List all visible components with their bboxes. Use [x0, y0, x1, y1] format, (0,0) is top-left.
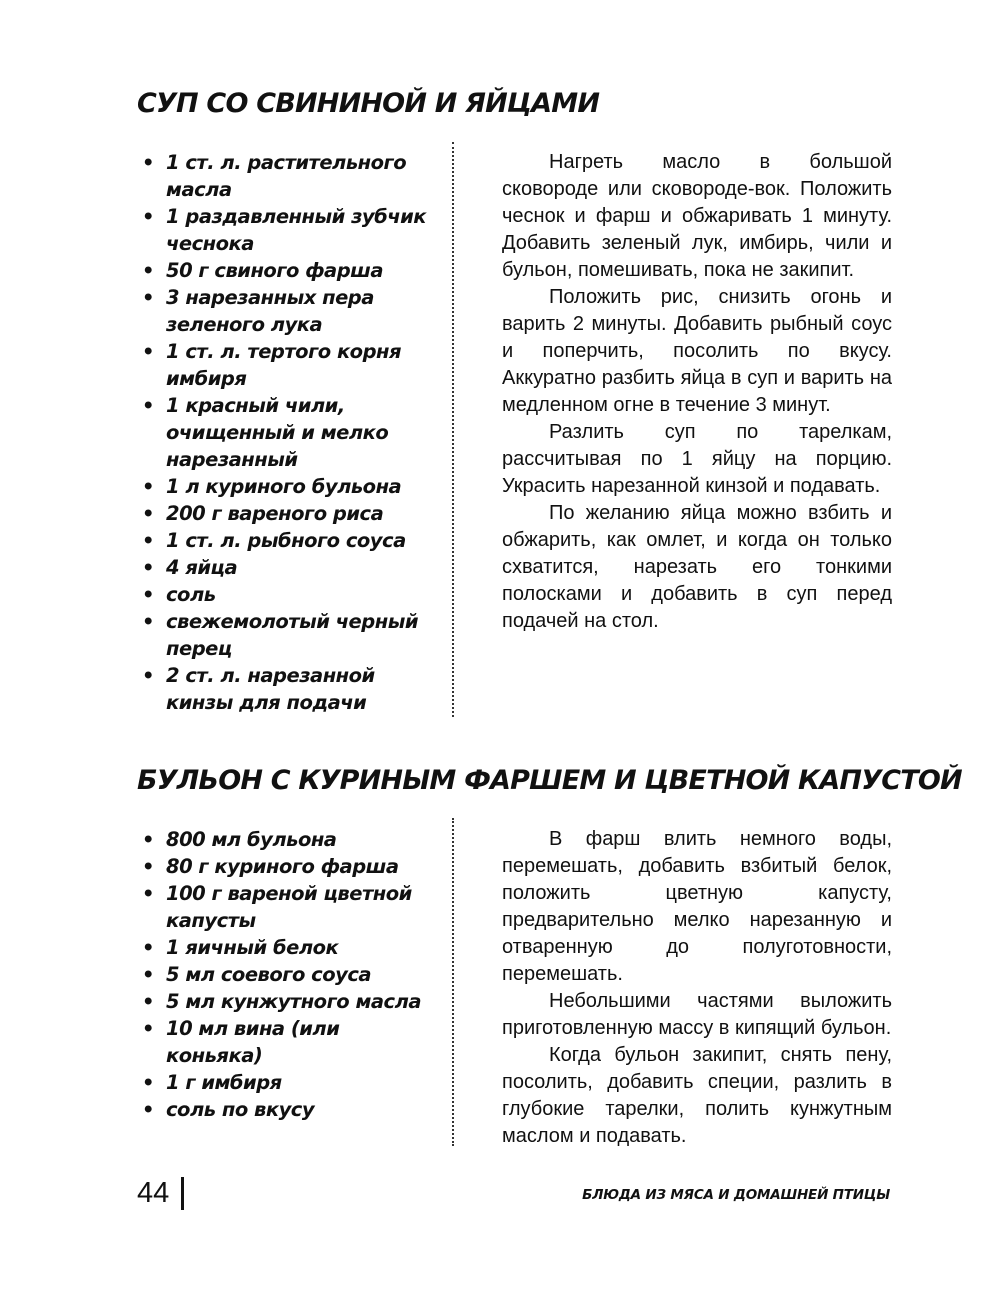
bullet-icon: • — [142, 340, 154, 363]
page-number: 44 — [137, 1177, 170, 1209]
bullet-icon: • — [142, 963, 154, 986]
method-paragraph: Когда бульон закипит, снять пену, посолить, добавить специи, разлить в глубокие тарелки, полить кунжутным маслом и подавать. — [502, 1044, 892, 1147]
method-text — [502, 149, 892, 635]
ingredient-item — [140, 392, 440, 473]
bullet-icon: • — [142, 828, 154, 851]
method-paragraph: Положить рис, снизить огонь и варить 2 минуты. Добавить рыбный соус и поперчить, посолить по вкусу. Аккуратно разбить яйца в суп и варить на медленном огне в течение 3 минут. — [502, 286, 892, 416]
recipe-title: СУП СО СВИНИНОЙ И ЯЙЦАМИ — [137, 88, 600, 119]
ingredient-text: соль — [166, 583, 216, 606]
ingredient-item — [140, 1069, 440, 1096]
ingredient-text: 5 мл кунжутного масла — [166, 990, 422, 1013]
bullet-icon: • — [142, 205, 154, 228]
bullet-icon: • — [142, 394, 154, 417]
running-footer: БЛЮДА ИЗ МЯСА И ДОМАШНЕЙ ПТИЦЫ — [582, 1187, 890, 1203]
ingredient-text: 1 раздавленный зубчик чеснока — [166, 205, 427, 255]
ingredient-item — [140, 203, 440, 257]
ingredient-text: 50 г свиного фарша — [166, 259, 384, 282]
ingredient-item — [140, 934, 440, 961]
ingredient-text: 800 мл бульона — [166, 828, 337, 851]
bullet-icon: • — [142, 151, 154, 174]
ingredient-item — [140, 149, 440, 203]
ingredient-text: соль по вкусу — [166, 1098, 315, 1121]
ingredient-item — [140, 1015, 440, 1069]
ingredient-item — [140, 554, 440, 581]
ingredient-text: 80 г куриного фарша — [166, 855, 399, 878]
ingredient-text: 200 г вареного риса — [166, 502, 384, 525]
method-paragraph: Нагреть масло в большой сковороде или сковороде-вок. Положить чеснок и фарш и обжаривать 1 минуту. Добавить зеленый лук, имбирь, чили и бульон, помешивать, пока не закипит. — [502, 151, 892, 281]
ingredient-item — [140, 257, 440, 284]
bullet-icon: • — [142, 529, 154, 552]
bullet-icon: • — [142, 610, 154, 633]
bullet-icon: • — [142, 502, 154, 525]
ingredient-text: свежемолотый черный перец — [166, 610, 418, 660]
method-paragraph: В фарш влить немного воды, перемешать, добавить взбитый белок, положить цветную капусту, предварительно мелко нарезанную и отваренную до полуготовности, перемешать. — [502, 828, 892, 985]
ingredient-item — [140, 662, 440, 716]
ingredient-text: 1 красный чили, очищенный и мелко нарезанный — [166, 394, 389, 471]
ingredient-item — [140, 581, 440, 608]
ingredient-item — [140, 338, 440, 392]
ingredient-text: 4 яйца — [166, 556, 238, 579]
method-paragraph: Разлить суп по тарелкам, рассчитывая по 1 яйцу на порцию. Украсить нарезанной кинзой и подавать. — [502, 421, 892, 497]
page-number-bar — [181, 1177, 184, 1210]
bullet-icon: • — [142, 1071, 154, 1094]
method-paragraph: По желанию яйца можно взбить и обжарить, как омлет, и когда он только схватится, нарезать его тонкими полосками и добавить в суп перед подачей на стол. — [502, 502, 892, 632]
ingredient-text: 3 нарезанных пера зеленого лука — [166, 286, 374, 336]
ingredient-item — [140, 1096, 440, 1123]
bullet-icon: • — [142, 259, 154, 282]
ingredient-text: 5 мл соевого соуса — [166, 963, 372, 986]
bullet-icon: • — [142, 936, 154, 959]
column-divider — [452, 818, 454, 1146]
method-text — [502, 826, 892, 1150]
ingredient-text: 2 ст. л. нарезанной кинзы для подачи — [166, 664, 375, 714]
bullet-icon: • — [142, 882, 154, 905]
ingredient-text: 1 г имбиря — [166, 1071, 282, 1094]
bullet-icon: • — [142, 1098, 154, 1121]
ingredient-item — [140, 500, 440, 527]
ingredient-item — [140, 853, 440, 880]
ingredient-text: 100 г вареной цветной капусты — [166, 882, 412, 932]
ingredient-text: 1 л куриного бульона — [166, 475, 402, 498]
ingredient-text: 1 ст. л. растительного масла — [166, 151, 407, 201]
method-paragraph: Небольшими частями выложить приготовленную массу в кипящий бульон. — [502, 990, 892, 1039]
ingredient-item — [140, 284, 440, 338]
bullet-icon: • — [142, 990, 154, 1013]
ingredient-item — [140, 988, 440, 1015]
ingredient-item — [140, 961, 440, 988]
bullet-icon: • — [142, 475, 154, 498]
ingredient-item — [140, 473, 440, 500]
ingredient-item — [140, 608, 440, 662]
ingredient-item — [140, 527, 440, 554]
bullet-icon: • — [142, 855, 154, 878]
ingredient-list — [140, 149, 440, 716]
recipe-title: БУЛЬОН С КУРИНЫМ ФАРШЕМ И ЦВЕТНОЙ КАПУСТОЙ — [137, 765, 962, 796]
ingredient-list — [140, 826, 440, 1123]
ingredient-item — [140, 826, 440, 853]
ingredient-text: 1 яичный белок — [166, 936, 339, 959]
ingredient-text: 10 мл вина (или коньяка) — [166, 1017, 340, 1067]
bullet-icon: • — [142, 1017, 154, 1040]
bullet-icon: • — [142, 583, 154, 606]
ingredient-text: 1 ст. л. рыбного соуса — [166, 529, 406, 552]
bullet-icon: • — [142, 664, 154, 687]
bullet-icon: • — [142, 286, 154, 309]
ingredient-text: 1 ст. л. тертого корня имбиря — [166, 340, 402, 390]
ingredient-item — [140, 880, 440, 934]
column-divider — [452, 142, 454, 717]
bullet-icon: • — [142, 556, 154, 579]
